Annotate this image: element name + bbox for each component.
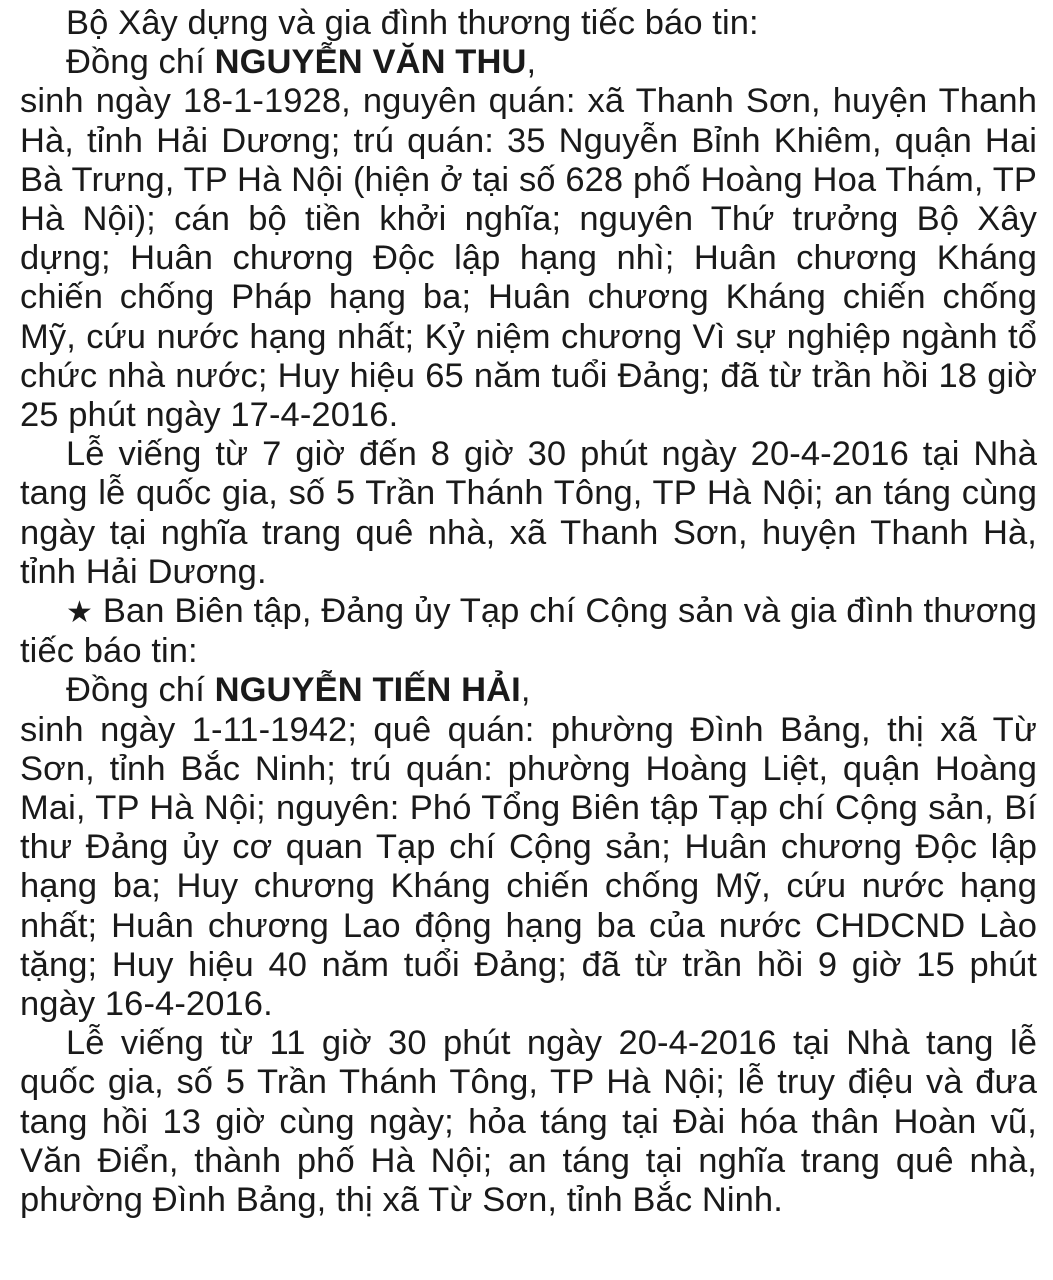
deceased-details: sinh ngày 1-11-1942; quê quán: phường Đình Bảng, thị xã Từ Sơn, tỉnh Bắc Ninh; trú quán: phường Hoàng Liệt, quận Hoàng Mai, TP Hà Nội; nguyên: Phó Tổng Biên tập Tạp chí Cộng sản, Bí thư Đảng ủy cơ quan Tạp chí Cộng sản; Huân chương Độc lập hạng ba; Huy chương Kháng chiến chống Mỹ, cứu nước hạng nhất; Huân chương Lao động hạng ba của nước CHDCND Lào tặng; Huy hiệu 40 năm tuổi Đảng; đã từ trần hồi 9 giờ 15 phút ngày 16-4-2016.	[20, 710, 1037, 1024]
funeral-arrangements: Lễ viếng từ 7 giờ đến 8 giờ 30 phút ngày 20-4-2016 tại Nhà tang lễ quốc gia, số 5 Trần Thánh Tông, TP Hà Nội; an táng cùng ngày tại nghĩa trang quê nhà, xã Thanh Sơn, huyện Thanh Hà, tỉnh Hải Dương.	[20, 435, 1037, 591]
name-suffix: ,	[526, 43, 537, 82]
obituary-notice-1	[20, 4, 1037, 592]
star-icon: ★	[66, 595, 94, 631]
deceased-details: sinh ngày 18-1-1928, nguyên quán: xã Thanh Sơn, huyện Thanh Hà, tỉnh Hải Dương; trú quán: 35 Nguyễn Bỉnh Khiêm, quận Hai Bà Trưng, TP Hà Nội (hiện ở tại số 628 phố Hoàng Hoa Thám, TP Hà Nội); cán bộ tiền khởi nghĩa; nguyên Thứ trưởng Bộ Xây dựng; Huân chương Độc lập hạng nhì; Huân chương Kháng chiến chống Pháp hạng ba; Huân chương Kháng chiến chống Mỹ, cứu nước hạng nhất; Kỷ niệm chương Vì sự nghiệp ngành tổ chức nhà nước; Huy hiệu 65 năm tuổi Đảng; đã từ trần hồi 18 giờ 25 phút ngày 17-4-2016.	[20, 82, 1037, 435]
funeral-arrangements: Lễ viếng từ 11 giờ 30 phút ngày 20-4-2016 tại Nhà tang lễ quốc gia, số 5 Trần Thánh Tông, TP Hà Nội; lễ truy điệu và đưa tang hồi 13 giờ cùng ngày; hỏa táng tại Đài hóa thân Hoàn vũ, Văn Điển, thành phố Hà Nội; an táng tại nghĩa trang quê nhà, phường Đình Bảng, thị xã Từ Sơn, tỉnh Bắc Ninh.	[20, 1024, 1037, 1220]
notice-intro-text: Ban Biên tập, Đảng ủy Tạp chí Cộng sản và gia đình thương tiếc báo tin:	[20, 592, 1038, 671]
deceased-name: NGUYỄN TIẾN HẢI	[214, 671, 521, 710]
title-prefix: Đồng chí	[66, 671, 205, 710]
notice-intro	[20, 592, 1037, 671]
notice-intro: Bộ Xây dựng và gia đình thương tiếc báo tin:	[66, 4, 759, 42]
obituary-notice-2	[20, 592, 1037, 1220]
title-prefix: Đồng chí	[66, 43, 205, 82]
deceased-name: NGUYỄN VĂN THU	[214, 43, 527, 82]
deceased-heading	[20, 43, 1037, 82]
deceased-heading	[20, 671, 1037, 710]
name-suffix: ,	[520, 671, 531, 710]
